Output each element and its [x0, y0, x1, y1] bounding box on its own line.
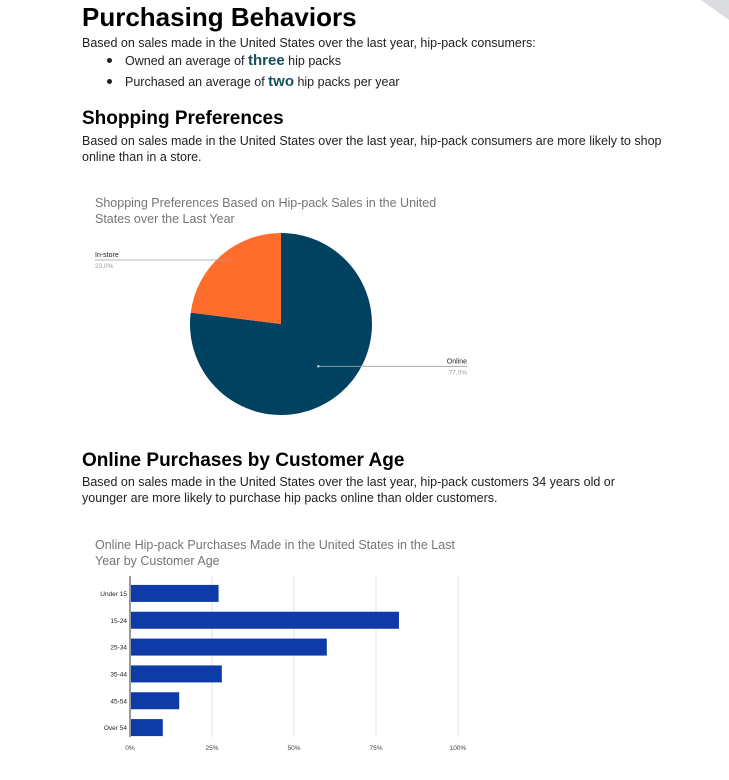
pie-label-online: Online [446, 358, 467, 366]
purchasing-title: Purchasing Behaviors [82, 2, 357, 32]
purchasing-intro: Based on sales made in the United States over the last year, hip-pack consumers: [82, 36, 536, 50]
y-tick-label: Over 54 [103, 725, 127, 733]
y-tick-label: 45-54 [110, 698, 127, 706]
purchasing-bullets [82, 50, 400, 92]
pie-label-in-store: In-store [95, 252, 119, 259]
bullet-item: Purchased an average of two hip packs per year [82, 71, 400, 92]
pie-slice-online [190, 233, 372, 415]
bar-45-54 [131, 692, 179, 709]
y-tick-label: 25-34 [110, 644, 127, 652]
bar-35-44 [131, 665, 222, 682]
x-tick-label: 50% [287, 745, 301, 752]
x-tick-label: 25% [205, 745, 219, 752]
bullet-item: Owned an average of three hip packs [82, 50, 400, 71]
pie-value-in-store: 23.0% [95, 263, 114, 270]
bar-chart-title: Online Hip-pack Purchases Made in the United States in the Last Year by Customer Age [95, 538, 455, 568]
bar-15-24 [131, 612, 399, 629]
shopping-body: Based on sales made in the United States over the last year, hip-pack consumers are more likely to shop online than in a store. [82, 134, 662, 164]
emphasis-number: two [268, 73, 294, 90]
x-tick-label: 0% [125, 745, 135, 752]
bar-under-15 [131, 585, 219, 602]
pie-slice-in-store [191, 233, 281, 324]
pie-value-online: 77.0% [448, 369, 467, 377]
emphasis-number: three [248, 52, 285, 69]
y-tick-label: 35-44 [110, 671, 127, 679]
leader-dot [317, 365, 319, 367]
bar-over-54 [131, 719, 163, 736]
shopping-title: Shopping Preferences [82, 108, 284, 129]
y-tick-label: Under 15 [100, 590, 127, 598]
bar-25-34 [131, 639, 327, 656]
pie-chart-title: Shopping Preferences Based on Hip-pack Sales in the United States over the Last Year [95, 196, 437, 226]
online-age-title: Online Purchases by Customer Age [82, 450, 405, 471]
y-tick-label: 15-24 [110, 617, 127, 625]
x-tick-label: 100% [449, 745, 467, 752]
online-age-body: Based on sales made in the United States over the last year, hip-pack customers 34 years old or younger are more likely to purchase hip packs online than older customers. [82, 475, 615, 505]
x-tick-label: 75% [369, 745, 383, 752]
